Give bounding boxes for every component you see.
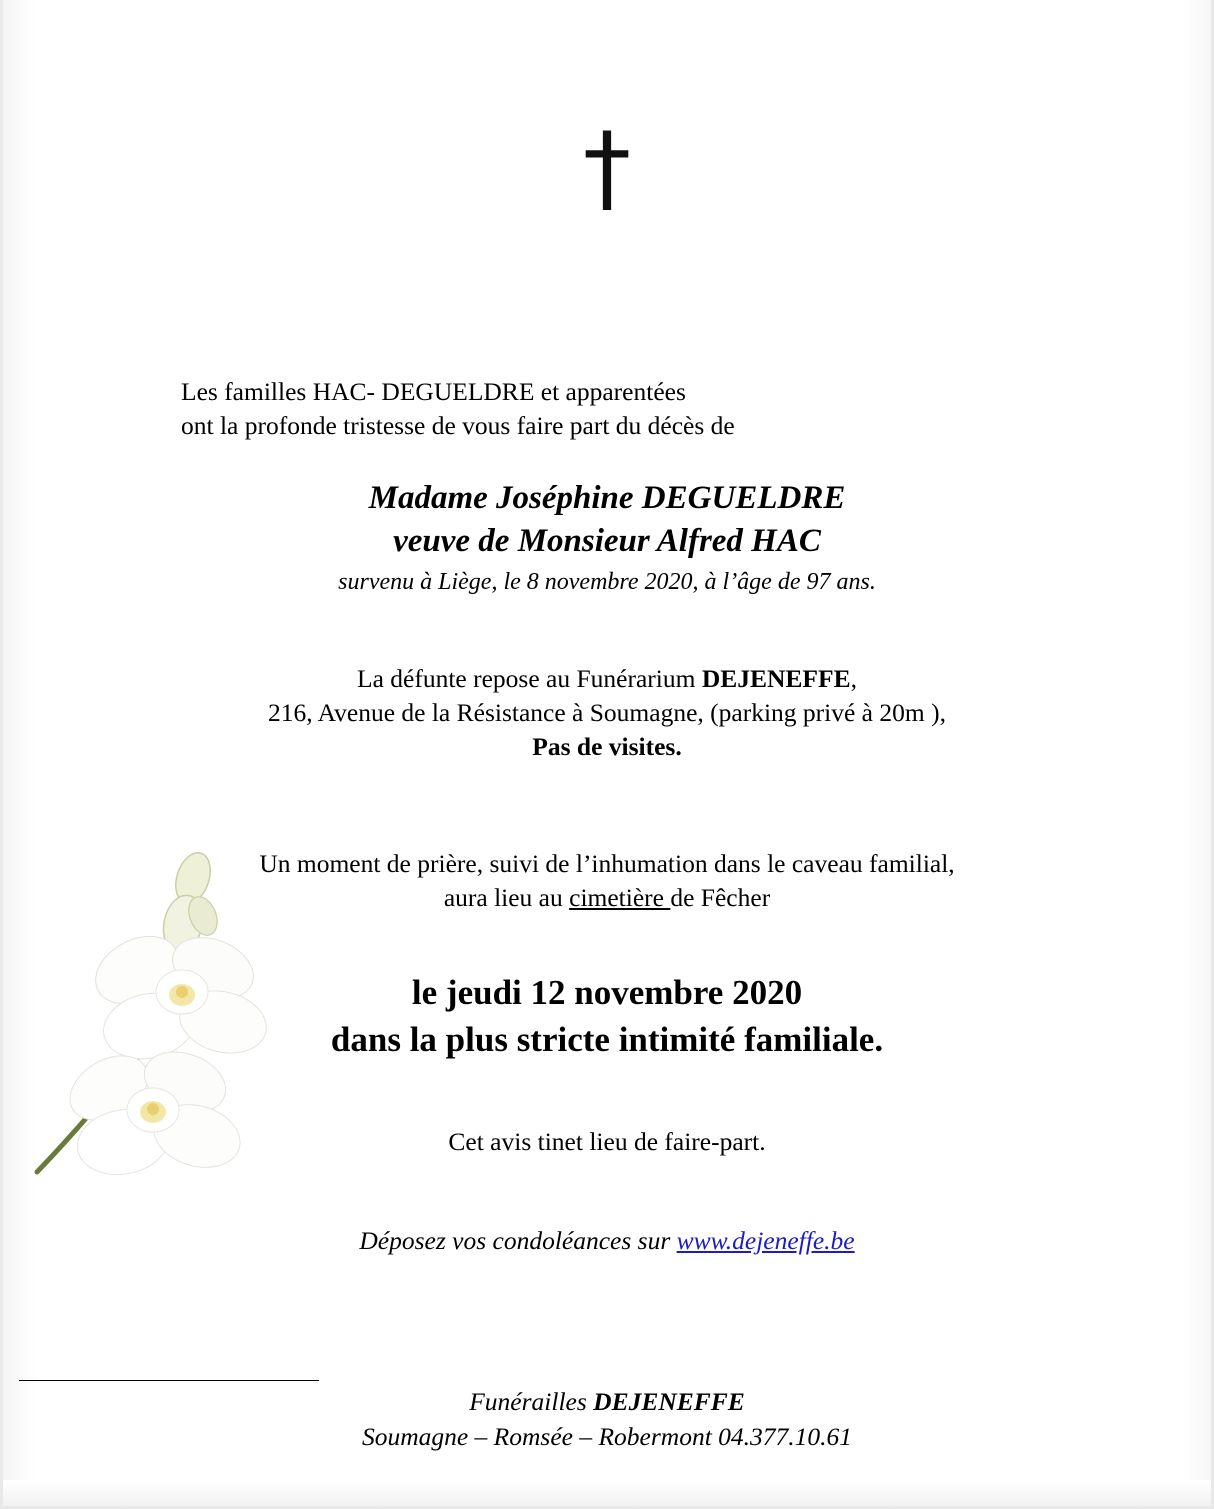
notice-statement: Cet avis tinet lieu de faire-part. (448, 1127, 766, 1157)
footer-company-name: DEJENEFFE (593, 1387, 745, 1417)
footer-divider (19, 1380, 319, 1381)
ceremony-line-1: Un moment de prière, suivi de l’inhumation dans le caveau familial, (259, 848, 955, 878)
condolences-website-link[interactable]: www.dejeneffe.be (676, 1225, 855, 1255)
footer-line-2: Soumagne – Romsée – Robermont 04.377.10.61 (361, 1421, 853, 1451)
ceremony-line-2 (3, 881, 1211, 915)
footer-prefix: Funérailles (469, 1387, 594, 1417)
condolences-line (3, 1226, 1211, 1256)
repose-suffix: , (850, 664, 857, 694)
repose-no-visits: Pas de visites. (532, 732, 682, 762)
christian-cross-icon: † (583, 112, 631, 224)
deceased-name-block (3, 477, 1211, 596)
funeral-home-name: DEJENEFFE (701, 664, 851, 694)
ceremony-suffix: de Fêcher (670, 882, 771, 912)
repose-address: 216, Avenue de la Résistance à Soumagne, (parking privé à 20m ), (268, 698, 946, 728)
notice-content (3, 375, 1211, 1256)
deceased-name-line-2: veuve de Monsieur Alfred HAC (393, 523, 821, 560)
repose-line-1 (3, 662, 1211, 696)
ceremony-block (3, 847, 1211, 915)
ceremony-date-line-1: le jeudi 12 novembre 2020 (411, 972, 803, 1012)
repose-block (3, 662, 1211, 764)
repose-prefix: La défunte repose au Funérarium (357, 664, 702, 694)
intro-line-1: Les familles HAC- DEGUELDRE et apparentées (181, 377, 686, 406)
ceremony-date-block (3, 969, 1211, 1064)
deceased-death-details: survenu à Liège, le 8 novembre 2020, à l’âge de 97 ans. (338, 569, 876, 596)
ceremony-date-line-2: dans la plus stricte intimité familiale. (330, 1020, 884, 1060)
footer-line-1 (3, 1385, 1211, 1419)
page-edge-shadow-bottom (3, 1480, 1211, 1506)
cemetery-word: cimetière (569, 882, 671, 912)
ceremony-prefix: aura lieu au (443, 882, 570, 912)
footer-block (3, 1380, 1211, 1454)
deceased-name-line-1: Madame Joséphine DEGUELDRE (368, 480, 846, 517)
intro-paragraph (181, 375, 1211, 443)
condolences-prefix: Déposez vos condoléances sur (359, 1225, 677, 1255)
intro-line-2: ont la profonde tristesse de vous faire part du décès de (181, 411, 735, 441)
